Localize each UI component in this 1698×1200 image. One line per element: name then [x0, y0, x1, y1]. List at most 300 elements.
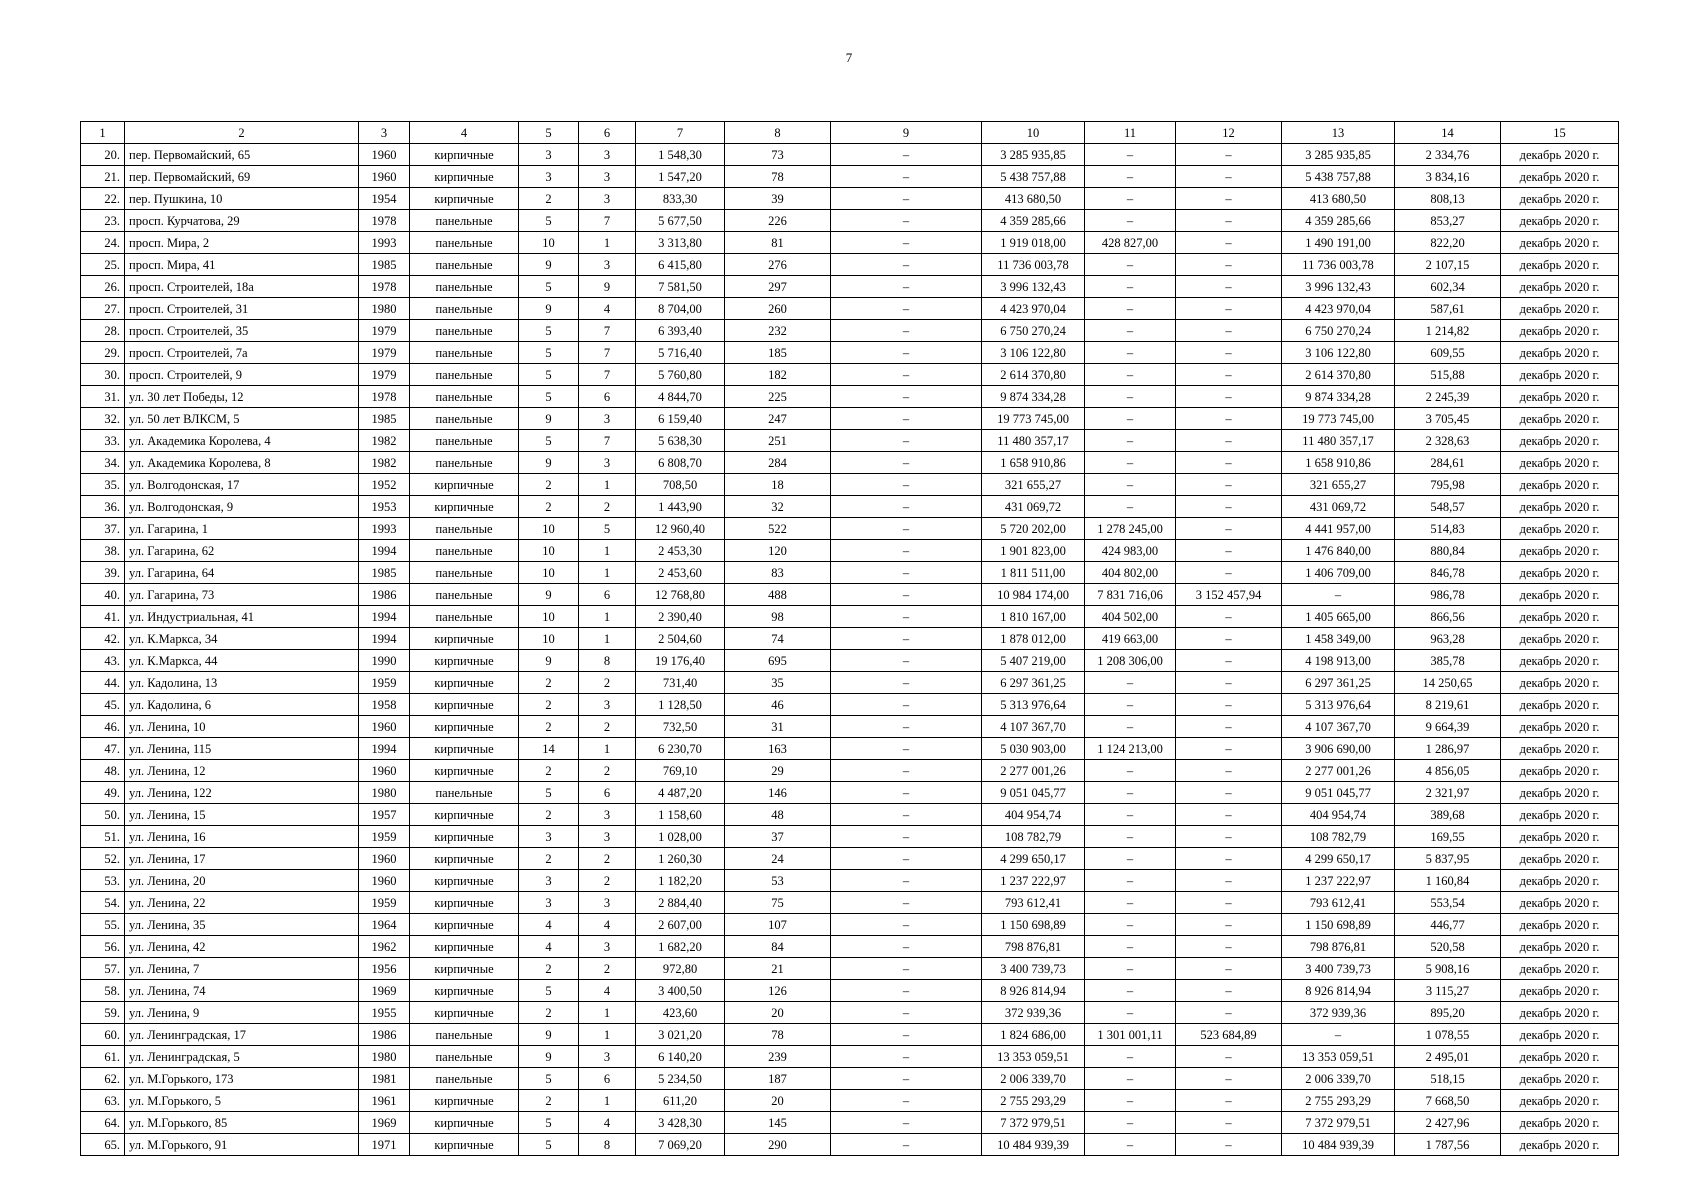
table-cell-col-14: 866,56 — [1395, 606, 1501, 628]
table-cell-col-1: 27. — [81, 298, 125, 320]
table-cell-col-3: 1971 — [359, 1134, 410, 1156]
table-cell-col-9: – — [831, 276, 982, 298]
table-cell-col-12: – — [1176, 1134, 1282, 1156]
table-cell-col-2: ул. Ленина, 122 — [125, 782, 359, 804]
table-cell-col-11: – — [1085, 760, 1176, 782]
table-cell-col-5: 3 — [519, 166, 579, 188]
table-cell-col-7: 3 400,50 — [636, 980, 725, 1002]
table-cell-col-14: 2 107,15 — [1395, 254, 1501, 276]
table-cell-col-15: декабрь 2020 г. — [1501, 826, 1619, 848]
table-cell-col-8: 488 — [725, 584, 831, 606]
table-cell-col-14: 2 334,76 — [1395, 144, 1501, 166]
table-cell-col-8: 37 — [725, 826, 831, 848]
table-cell-col-3: 1980 — [359, 1046, 410, 1068]
table-cell-col-14: 846,78 — [1395, 562, 1501, 584]
table-row — [81, 848, 1619, 870]
table-cell-col-1: 41. — [81, 606, 125, 628]
table-cell-col-15: декабрь 2020 г. — [1501, 320, 1619, 342]
table-row — [81, 474, 1619, 496]
table-cell-col-4: панельные — [410, 1046, 519, 1068]
table-cell-col-12: – — [1176, 870, 1282, 892]
table-cell-col-10: 19 773 745,00 — [982, 408, 1085, 430]
table-cell-col-15: декабрь 2020 г. — [1501, 694, 1619, 716]
table-cell-col-10: 372 939,36 — [982, 1002, 1085, 1024]
table-cell-col-10: 3 996 132,43 — [982, 276, 1085, 298]
table-cell-col-7: 732,50 — [636, 716, 725, 738]
table-cell-col-9: – — [831, 452, 982, 474]
table-cell-col-8: 81 — [725, 232, 831, 254]
table-cell-col-7: 1 682,20 — [636, 936, 725, 958]
table-cell-col-5: 9 — [519, 254, 579, 276]
table-cell-col-2: ул. Ленина, 17 — [125, 848, 359, 870]
table-cell-col-1: 39. — [81, 562, 125, 584]
table-cell-col-12: – — [1176, 430, 1282, 452]
table-cell-col-14: 520,58 — [1395, 936, 1501, 958]
table-cell-col-4: кирпичные — [410, 694, 519, 716]
table-cell-col-5: 2 — [519, 804, 579, 826]
table-cell-col-7: 12 960,40 — [636, 518, 725, 540]
table-cell-col-6: 1 — [579, 606, 636, 628]
table-cell-col-6: 1 — [579, 1090, 636, 1112]
table-cell-col-10: 5 313 976,64 — [982, 694, 1085, 716]
table-cell-col-8: 98 — [725, 606, 831, 628]
table-cell-col-1: 65. — [81, 1134, 125, 1156]
table-cell-col-5: 3 — [519, 892, 579, 914]
table-cell-col-8: 284 — [725, 452, 831, 474]
table-cell-col-10: 1 811 511,00 — [982, 562, 1085, 584]
table-cell-col-10: 431 069,72 — [982, 496, 1085, 518]
table-cell-col-6: 3 — [579, 694, 636, 716]
table-cell-col-8: 232 — [725, 320, 831, 342]
table-cell-col-14: 602,34 — [1395, 276, 1501, 298]
table-cell-col-12: – — [1176, 518, 1282, 540]
table-cell-col-13: 108 782,79 — [1282, 826, 1395, 848]
table-cell-col-10: 4 359 285,66 — [982, 210, 1085, 232]
table-cell-col-8: 78 — [725, 1024, 831, 1046]
table-cell-col-4: кирпичные — [410, 716, 519, 738]
table-cell-col-13: 404 954,74 — [1282, 804, 1395, 826]
table-cell-col-13: 13 353 059,51 — [1282, 1046, 1395, 1068]
table-cell-col-11: – — [1085, 826, 1176, 848]
table-cell-col-4: панельные — [410, 408, 519, 430]
table-cell-col-2: ул. Академика Королева, 4 — [125, 430, 359, 452]
housing-register-table — [80, 121, 1619, 1156]
table-cell-col-10: 5 030 903,00 — [982, 738, 1085, 760]
table-cell-col-11: 1 124 213,00 — [1085, 738, 1176, 760]
table-cell-col-6: 3 — [579, 166, 636, 188]
table-cell-col-3: 1978 — [359, 386, 410, 408]
table-cell-col-12: – — [1176, 562, 1282, 584]
table-cell-col-3: 1969 — [359, 1112, 410, 1134]
table-cell-col-15: декабрь 2020 г. — [1501, 166, 1619, 188]
table-cell-col-14: 986,78 — [1395, 584, 1501, 606]
table-cell-col-12: – — [1176, 1068, 1282, 1090]
table-row — [81, 166, 1619, 188]
table-cell-col-11: – — [1085, 276, 1176, 298]
table-cell-col-11: – — [1085, 298, 1176, 320]
table-cell-col-13: 1 150 698,89 — [1282, 914, 1395, 936]
table-cell-col-14: 514,83 — [1395, 518, 1501, 540]
column-header-3: 3 — [359, 122, 410, 144]
table-cell-col-1: 40. — [81, 584, 125, 606]
table-cell-col-15: декабрь 2020 г. — [1501, 1046, 1619, 1068]
table-cell-col-9: – — [831, 430, 982, 452]
table-cell-col-15: декабрь 2020 г. — [1501, 452, 1619, 474]
table-cell-col-9: – — [831, 518, 982, 540]
table-cell-col-9: – — [831, 298, 982, 320]
table-cell-col-7: 2 884,40 — [636, 892, 725, 914]
table-cell-col-2: просп. Строителей, 18а — [125, 276, 359, 298]
table-cell-col-8: 78 — [725, 166, 831, 188]
table-cell-col-9: – — [831, 1046, 982, 1068]
table-cell-col-6: 2 — [579, 496, 636, 518]
table-cell-col-13: 1 658 910,86 — [1282, 452, 1395, 474]
table-cell-col-13: 6 750 270,24 — [1282, 320, 1395, 342]
table-cell-col-6: 2 — [579, 958, 636, 980]
table-cell-col-9: – — [831, 584, 982, 606]
table-cell-col-2: ул. 50 лет ВЛКСМ, 5 — [125, 408, 359, 430]
table-cell-col-9: – — [831, 628, 982, 650]
table-cell-col-9: – — [831, 958, 982, 980]
table-cell-col-5: 2 — [519, 716, 579, 738]
table-cell-col-2: пер. Первомайский, 69 — [125, 166, 359, 188]
table-cell-col-14: 2 328,63 — [1395, 430, 1501, 452]
table-row — [81, 452, 1619, 474]
table-cell-col-5: 5 — [519, 364, 579, 386]
table-cell-col-15: декабрь 2020 г. — [1501, 870, 1619, 892]
table-cell-col-15: декабрь 2020 г. — [1501, 628, 1619, 650]
table-cell-col-15: декабрь 2020 г. — [1501, 782, 1619, 804]
table-cell-col-1: 37. — [81, 518, 125, 540]
table-cell-col-6: 4 — [579, 298, 636, 320]
table-cell-col-4: панельные — [410, 518, 519, 540]
table-cell-col-4: кирпичные — [410, 1002, 519, 1024]
table-cell-col-9: – — [831, 650, 982, 672]
table-row — [81, 386, 1619, 408]
table-cell-col-3: 1985 — [359, 254, 410, 276]
table-cell-col-2: просп. Строителей, 35 — [125, 320, 359, 342]
table-cell-col-13: 5 313 976,64 — [1282, 694, 1395, 716]
table-cell-col-4: панельные — [410, 364, 519, 386]
table-cell-col-13: 4 423 970,04 — [1282, 298, 1395, 320]
table-cell-col-6: 6 — [579, 386, 636, 408]
table-cell-col-3: 1978 — [359, 276, 410, 298]
column-header-1: 1 — [81, 122, 125, 144]
table-cell-col-11: – — [1085, 188, 1176, 210]
table-cell-col-6: 3 — [579, 254, 636, 276]
table-cell-col-11: 419 663,00 — [1085, 628, 1176, 650]
table-cell-col-13: 4 299 650,17 — [1282, 848, 1395, 870]
table-cell-col-10: 4 423 970,04 — [982, 298, 1085, 320]
table-cell-col-10: 3 106 122,80 — [982, 342, 1085, 364]
table-cell-col-3: 1994 — [359, 540, 410, 562]
table-cell-col-2: ул. Кадолина, 13 — [125, 672, 359, 694]
table-cell-col-13: 3 106 122,80 — [1282, 342, 1395, 364]
table-cell-col-3: 1969 — [359, 980, 410, 1002]
table-cell-col-2: ул. М.Горького, 5 — [125, 1090, 359, 1112]
table-cell-col-8: 225 — [725, 386, 831, 408]
table-cell-col-2: ул. Гагарина, 1 — [125, 518, 359, 540]
table-cell-col-4: кирпичные — [410, 1090, 519, 1112]
table-cell-col-10: 1 901 823,00 — [982, 540, 1085, 562]
table-cell-col-6: 1 — [579, 1002, 636, 1024]
table-cell-col-10: 2 277 001,26 — [982, 760, 1085, 782]
table-cell-col-5: 5 — [519, 430, 579, 452]
table-cell-col-1: 55. — [81, 914, 125, 936]
table-cell-col-4: панельные — [410, 386, 519, 408]
table-cell-col-5: 10 — [519, 540, 579, 562]
table-cell-col-13: 1 405 665,00 — [1282, 606, 1395, 628]
table-cell-col-7: 5 716,40 — [636, 342, 725, 364]
table-cell-col-5: 2 — [519, 848, 579, 870]
table-cell-col-10: 798 876,81 — [982, 936, 1085, 958]
table-cell-col-10: 4 107 367,70 — [982, 716, 1085, 738]
table-cell-col-9: – — [831, 892, 982, 914]
table-cell-col-15: декабрь 2020 г. — [1501, 958, 1619, 980]
table-cell-col-10: 1 824 686,00 — [982, 1024, 1085, 1046]
table-cell-col-3: 1964 — [359, 914, 410, 936]
table-cell-col-5: 2 — [519, 958, 579, 980]
table-cell-col-7: 3 428,30 — [636, 1112, 725, 1134]
table-cell-col-15: декабрь 2020 г. — [1501, 540, 1619, 562]
table-cell-col-15: декабрь 2020 г. — [1501, 144, 1619, 166]
table-cell-col-5: 2 — [519, 1002, 579, 1024]
table-cell-col-10: 793 612,41 — [982, 892, 1085, 914]
table-cell-col-13: 9 051 045,77 — [1282, 782, 1395, 804]
table-cell-col-14: 169,55 — [1395, 826, 1501, 848]
table-cell-col-13: 3 285 935,85 — [1282, 144, 1395, 166]
table-cell-col-8: 24 — [725, 848, 831, 870]
table-cell-col-9: – — [831, 386, 982, 408]
table-cell-col-11: – — [1085, 1046, 1176, 1068]
table-cell-col-2: ул. Ленина, 22 — [125, 892, 359, 914]
column-header-4: 4 — [410, 122, 519, 144]
table-cell-col-7: 2 607,00 — [636, 914, 725, 936]
table-cell-col-14: 2 427,96 — [1395, 1112, 1501, 1134]
table-cell-col-8: 107 — [725, 914, 831, 936]
table-cell-col-5: 5 — [519, 210, 579, 232]
table-cell-col-6: 7 — [579, 320, 636, 342]
table-cell-col-7: 3 313,80 — [636, 232, 725, 254]
table-cell-col-6: 3 — [579, 408, 636, 430]
table-cell-col-8: 260 — [725, 298, 831, 320]
table-cell-col-10: 8 926 814,94 — [982, 980, 1085, 1002]
table-cell-col-2: ул. 30 лет Победы, 12 — [125, 386, 359, 408]
column-header-15: 15 — [1501, 122, 1619, 144]
table-cell-col-6: 4 — [579, 914, 636, 936]
table-cell-col-7: 6 393,40 — [636, 320, 725, 342]
table-cell-col-4: кирпичные — [410, 672, 519, 694]
table-row — [81, 232, 1619, 254]
table-cell-col-8: 247 — [725, 408, 831, 430]
table-cell-col-12: – — [1176, 914, 1282, 936]
table-cell-col-11: – — [1085, 804, 1176, 826]
table-cell-col-1: 64. — [81, 1112, 125, 1134]
table-row — [81, 914, 1619, 936]
table-cell-col-4: панельные — [410, 452, 519, 474]
table-cell-col-10: 11 480 357,17 — [982, 430, 1085, 452]
table-cell-col-8: 145 — [725, 1112, 831, 1134]
table-cell-col-4: панельные — [410, 1024, 519, 1046]
table-cell-col-11: 7 831 716,06 — [1085, 584, 1176, 606]
table-cell-col-4: кирпичные — [410, 188, 519, 210]
table-cell-col-8: 31 — [725, 716, 831, 738]
table-cell-col-1: 22. — [81, 188, 125, 210]
table-cell-col-14: 389,68 — [1395, 804, 1501, 826]
table-cell-col-9: – — [831, 232, 982, 254]
table-cell-col-3: 1980 — [359, 298, 410, 320]
table-cell-col-14: 3 115,27 — [1395, 980, 1501, 1002]
table-cell-col-5: 9 — [519, 1024, 579, 1046]
table-cell-col-12: – — [1176, 606, 1282, 628]
table-cell-col-1: 63. — [81, 1090, 125, 1112]
table-cell-col-5: 9 — [519, 452, 579, 474]
table-cell-col-1: 31. — [81, 386, 125, 408]
table-cell-col-1: 46. — [81, 716, 125, 738]
table-cell-col-14: 587,61 — [1395, 298, 1501, 320]
table-cell-col-9: – — [831, 716, 982, 738]
table-cell-col-4: кирпичные — [410, 826, 519, 848]
table-cell-col-3: 1952 — [359, 474, 410, 496]
table-cell-col-13: 413 680,50 — [1282, 188, 1395, 210]
table-cell-col-9: – — [831, 848, 982, 870]
table-cell-col-5: 4 — [519, 936, 579, 958]
table-cell-col-1: 61. — [81, 1046, 125, 1068]
table-cell-col-11: – — [1085, 892, 1176, 914]
table-cell-col-6: 1 — [579, 1024, 636, 1046]
table-cell-col-13: 8 926 814,94 — [1282, 980, 1395, 1002]
table-cell-col-9: – — [831, 474, 982, 496]
table-cell-col-9: – — [831, 826, 982, 848]
table-cell-col-5: 10 — [519, 606, 579, 628]
table-cell-col-10: 10 484 939,39 — [982, 1134, 1085, 1156]
table-cell-col-8: 251 — [725, 430, 831, 452]
table-cell-col-12: – — [1176, 276, 1282, 298]
table-cell-col-6: 3 — [579, 936, 636, 958]
table-cell-col-12: – — [1176, 298, 1282, 320]
table-cell-col-7: 1 128,50 — [636, 694, 725, 716]
table-cell-col-6: 3 — [579, 804, 636, 826]
table-cell-col-14: 795,98 — [1395, 474, 1501, 496]
table-cell-col-6: 6 — [579, 1068, 636, 1090]
table-cell-col-4: кирпичные — [410, 650, 519, 672]
table-cell-col-4: кирпичные — [410, 760, 519, 782]
table-cell-col-13: – — [1282, 584, 1395, 606]
table-cell-col-11: – — [1085, 782, 1176, 804]
table-cell-col-14: 1 286,97 — [1395, 738, 1501, 760]
table-cell-col-12: – — [1176, 760, 1282, 782]
table-cell-col-14: 2 321,97 — [1395, 782, 1501, 804]
table-cell-col-8: 297 — [725, 276, 831, 298]
table-cell-col-8: 35 — [725, 672, 831, 694]
table-cell-col-7: 7 581,50 — [636, 276, 725, 298]
table-cell-col-9: – — [831, 694, 982, 716]
table-cell-col-1: 60. — [81, 1024, 125, 1046]
table-cell-col-9: – — [831, 320, 982, 342]
table-cell-col-7: 5 760,80 — [636, 364, 725, 386]
table-cell-col-14: 2 495,01 — [1395, 1046, 1501, 1068]
table-cell-col-1: 62. — [81, 1068, 125, 1090]
table-cell-col-6: 1 — [579, 232, 636, 254]
table-cell-col-4: панельные — [410, 540, 519, 562]
table-row — [81, 672, 1619, 694]
table-cell-col-2: просп. Строителей, 7а — [125, 342, 359, 364]
table-cell-col-3: 1982 — [359, 452, 410, 474]
table-cell-col-4: панельные — [410, 430, 519, 452]
table-cell-col-9: – — [831, 980, 982, 1002]
table-cell-col-9: – — [831, 210, 982, 232]
table-cell-col-4: панельные — [410, 562, 519, 584]
table-cell-col-5: 9 — [519, 1046, 579, 1068]
table-cell-col-13: 2 614 370,80 — [1282, 364, 1395, 386]
table-cell-col-14: 963,28 — [1395, 628, 1501, 650]
table-cell-col-11: 1 301 001,11 — [1085, 1024, 1176, 1046]
table-cell-col-1: 58. — [81, 980, 125, 1002]
table-cell-col-3: 1960 — [359, 166, 410, 188]
table-cell-col-5: 5 — [519, 1112, 579, 1134]
table-cell-col-11: – — [1085, 980, 1176, 1002]
table-cell-col-6: 1 — [579, 738, 636, 760]
table-cell-col-11: 424 983,00 — [1085, 540, 1176, 562]
table-cell-col-5: 2 — [519, 760, 579, 782]
table-cell-col-8: 39 — [725, 188, 831, 210]
table-cell-col-2: пер. Первомайский, 65 — [125, 144, 359, 166]
table-cell-col-12: – — [1176, 1046, 1282, 1068]
table-cell-col-5: 3 — [519, 144, 579, 166]
table-cell-col-7: 1 443,90 — [636, 496, 725, 518]
table-cell-col-13: 798 876,81 — [1282, 936, 1395, 958]
table-cell-col-3: 1979 — [359, 364, 410, 386]
table-cell-col-14: 853,27 — [1395, 210, 1501, 232]
column-header-8: 8 — [725, 122, 831, 144]
table-cell-col-15: декабрь 2020 г. — [1501, 496, 1619, 518]
table-cell-col-12: 523 684,89 — [1176, 1024, 1282, 1046]
table-cell-col-2: ул. Академика Королева, 8 — [125, 452, 359, 474]
column-header-6: 6 — [579, 122, 636, 144]
table-cell-col-10: 108 782,79 — [982, 826, 1085, 848]
table-cell-col-9: – — [831, 1090, 982, 1112]
table-cell-col-1: 50. — [81, 804, 125, 826]
table-cell-col-12: – — [1176, 386, 1282, 408]
table-cell-col-1: 47. — [81, 738, 125, 760]
table-cell-col-15: декабрь 2020 г. — [1501, 562, 1619, 584]
table-cell-col-9: – — [831, 342, 982, 364]
table-cell-col-4: панельные — [410, 606, 519, 628]
table-cell-col-13: 4 359 285,66 — [1282, 210, 1395, 232]
table-cell-col-4: кирпичные — [410, 848, 519, 870]
table-cell-col-2: ул. Ленинградская, 17 — [125, 1024, 359, 1046]
table-cell-col-4: кирпичные — [410, 914, 519, 936]
table-row — [81, 342, 1619, 364]
table-cell-col-5: 5 — [519, 782, 579, 804]
table-cell-col-11: – — [1085, 870, 1176, 892]
table-cell-col-4: панельные — [410, 210, 519, 232]
table-row — [81, 144, 1619, 166]
table-row — [81, 650, 1619, 672]
table-cell-col-2: ул. Ленина, 20 — [125, 870, 359, 892]
table-cell-col-7: 1 547,20 — [636, 166, 725, 188]
table-cell-col-7: 6 415,80 — [636, 254, 725, 276]
table-row — [81, 562, 1619, 584]
table-cell-col-12: 3 152 457,94 — [1176, 584, 1282, 606]
table-cell-col-15: декабрь 2020 г. — [1501, 980, 1619, 1002]
table-cell-col-14: 7 668,50 — [1395, 1090, 1501, 1112]
table-cell-col-8: 18 — [725, 474, 831, 496]
table-cell-col-15: декабрь 2020 г. — [1501, 716, 1619, 738]
table-cell-col-10: 2 614 370,80 — [982, 364, 1085, 386]
table-cell-col-15: декабрь 2020 г. — [1501, 430, 1619, 452]
table-cell-col-9: – — [831, 914, 982, 936]
